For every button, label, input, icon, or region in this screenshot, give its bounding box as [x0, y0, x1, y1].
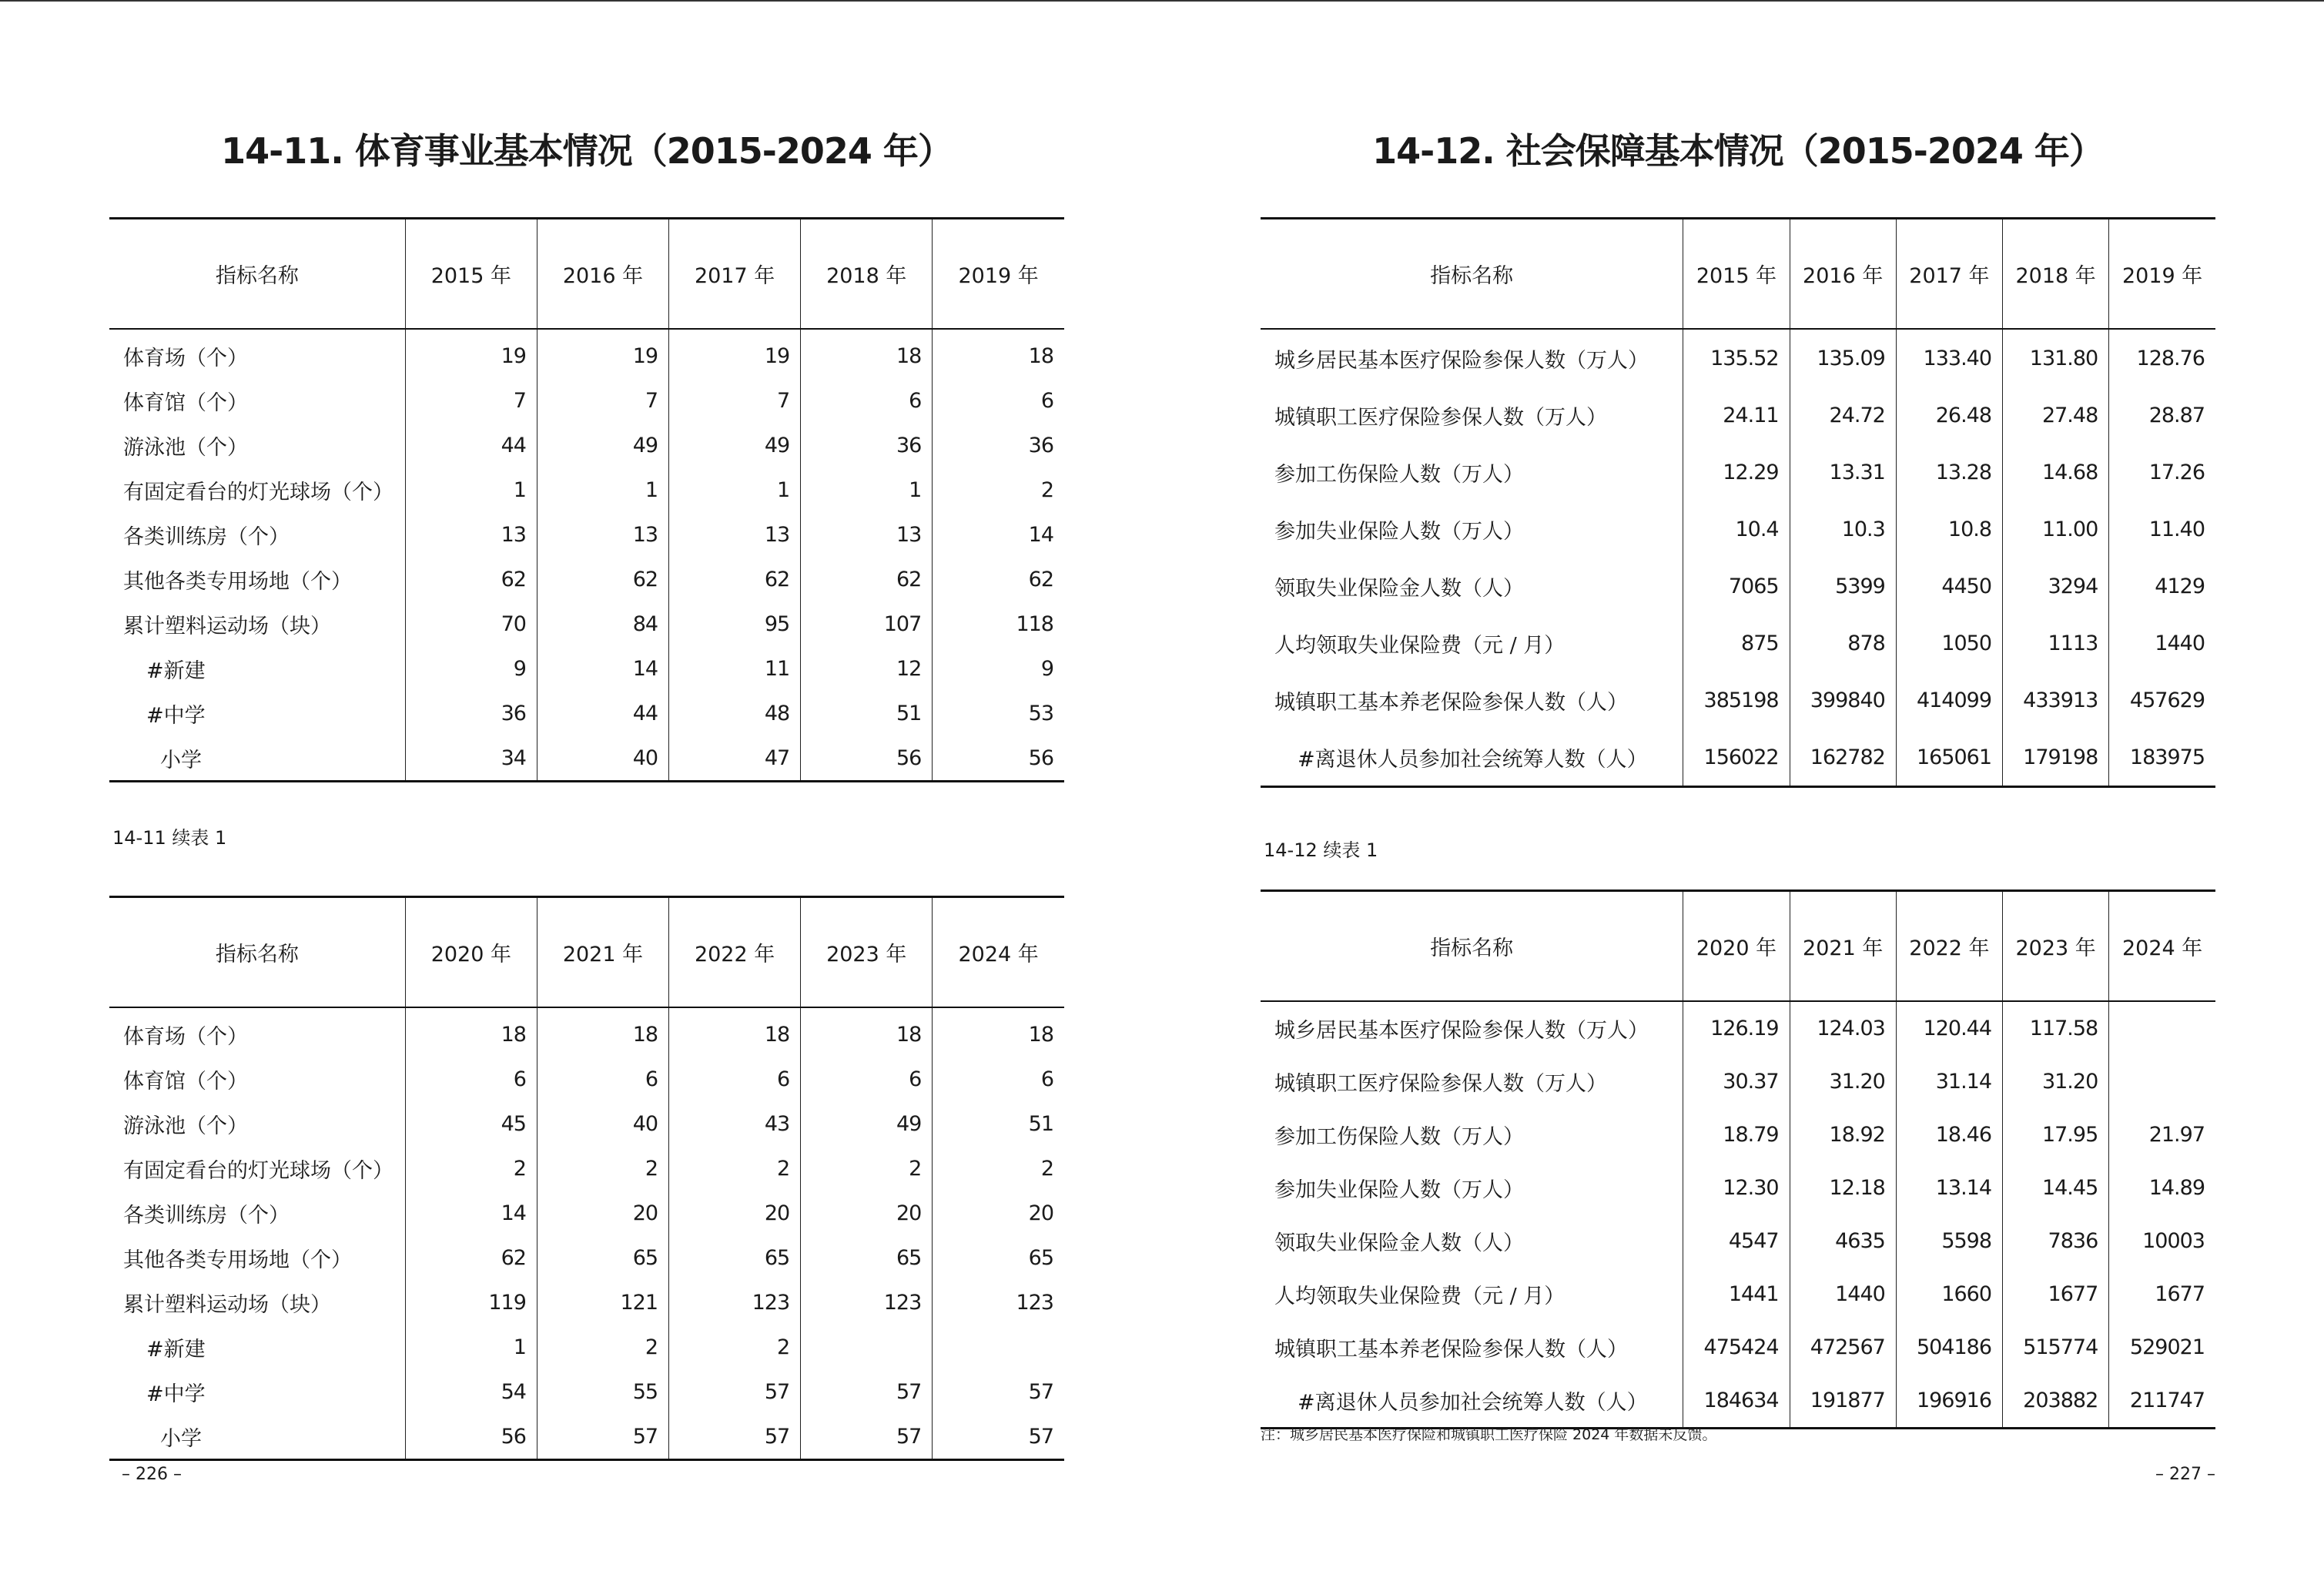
table-cell: 5598	[1896, 1214, 2002, 1268]
column-header: 指标名称	[1261, 891, 1683, 1002]
table-cell: 1677	[2109, 1268, 2215, 1321]
table-cell: 6	[933, 378, 1064, 423]
page-title: 14-11. 体育事业基本情况（2015-2024 年）	[221, 130, 953, 172]
row-label: 其他各类专用场地（个）	[123, 1248, 352, 1272]
column-header: 2020 年	[405, 897, 537, 1008]
table-cell: 1050	[1896, 615, 2002, 672]
table-cell: 24.72	[1790, 387, 1896, 444]
row-label: 累计塑料运动场（块）	[123, 614, 331, 638]
table-cell: 36	[933, 423, 1064, 467]
table-row	[1261, 1321, 2215, 1374]
row-label: 各类训练房（个）	[123, 1203, 290, 1228]
table-cell: 13.31	[1790, 444, 1896, 501]
table-cell: 184634	[1683, 1374, 1790, 1429]
table-cell: 7	[405, 378, 537, 423]
table-cell: 20	[933, 1191, 1064, 1235]
table-cell: 120.44	[1896, 1001, 2002, 1055]
table-cell: 196916	[1896, 1374, 2002, 1429]
row-label: 体育场（个）	[123, 346, 248, 370]
table-row	[109, 378, 1064, 423]
table-cell: 211747	[2109, 1374, 2215, 1429]
table-cell: 57	[669, 1369, 801, 1414]
table-cell: 51	[801, 691, 933, 735]
column-header: 2019 年	[2109, 219, 2215, 330]
table-cell: 65	[669, 1235, 801, 1280]
table-cell: 18	[801, 329, 933, 378]
table-cell: 31.14	[1896, 1055, 2002, 1108]
row-label: 累计塑料运动场（块）	[123, 1292, 331, 1317]
table-cell: 121	[537, 1280, 668, 1325]
table-cell: 4547	[1683, 1214, 1790, 1268]
table-row	[109, 646, 1064, 691]
table-cell: 9	[933, 646, 1064, 691]
table-cell: 54	[405, 1369, 537, 1414]
table-cell: 118	[933, 601, 1064, 646]
table-cell: 135.52	[1683, 329, 1790, 387]
table-cell: 515774	[2003, 1321, 2109, 1374]
row-label: #中学	[146, 1382, 206, 1406]
table-row	[109, 691, 1064, 735]
table-cell: 203882	[2003, 1374, 2109, 1429]
row-label: 有固定看台的灯光球场（个）	[123, 1158, 393, 1183]
column-header: 2021 年	[537, 897, 668, 1008]
table-header-row	[1261, 219, 2215, 330]
table-row	[1261, 558, 2215, 615]
column-header: 2016 年	[537, 219, 668, 330]
row-label: #中学	[146, 703, 206, 728]
table-cell: 14.68	[2003, 444, 2109, 501]
table-cell: 62	[405, 1235, 537, 1280]
table-cell: 529021	[2109, 1321, 2215, 1374]
row-label: 体育场（个）	[123, 1024, 248, 1049]
table-cell: 40	[537, 735, 668, 782]
table-cell: 10.3	[1790, 501, 1896, 558]
table-cell: 1440	[2109, 615, 2215, 672]
table-cell: 30.37	[1683, 1055, 1790, 1108]
table-cell: 18.79	[1683, 1108, 1790, 1161]
table-cell: 57	[933, 1369, 1064, 1414]
table-cell: 1	[405, 467, 537, 512]
table-cell: 12	[801, 646, 933, 691]
table-cell: 2	[537, 1146, 668, 1191]
table-cell: 1677	[2003, 1268, 2109, 1321]
table-cell: 124.03	[1790, 1001, 1896, 1055]
page-number: – 226 –	[122, 1465, 182, 1484]
column-header: 2016 年	[1790, 219, 1896, 330]
social-security-table-2015-2019	[1261, 217, 2215, 788]
table-row	[1261, 1214, 2215, 1268]
table-cell: 1	[537, 467, 668, 512]
table-row	[109, 512, 1064, 557]
table-header-row	[109, 219, 1064, 330]
table-cell: 62	[801, 557, 933, 601]
table-cell: 51	[933, 1101, 1064, 1146]
column-header: 2015 年	[405, 219, 537, 330]
table-row	[109, 423, 1064, 467]
table-cell: 13	[537, 512, 668, 557]
table-row	[1261, 1108, 2215, 1161]
table-cell: 36	[801, 423, 933, 467]
table-cell: 49	[801, 1101, 933, 1146]
table-cell: 18	[537, 1007, 668, 1057]
table-cell: 19	[669, 329, 801, 378]
table-row	[109, 1280, 1064, 1325]
table-cell: 47	[669, 735, 801, 782]
column-header: 2023 年	[2003, 891, 2109, 1002]
table-row	[1261, 1374, 2215, 1429]
table-row	[109, 329, 1064, 378]
table-cell: 65	[801, 1235, 933, 1280]
row-label: 游泳池（个）	[123, 435, 248, 460]
table-row	[109, 1146, 1064, 1191]
row-label: 人均领取失业保险费（元 / 月）	[1274, 1285, 1566, 1308]
row-label: 领取失业保险金人数（人）	[1274, 1231, 1524, 1255]
table-cell: 107	[801, 601, 933, 646]
table-cell: 156022	[1683, 729, 1790, 787]
table-cell: 24.11	[1683, 387, 1790, 444]
column-header: 2021 年	[1790, 891, 1896, 1002]
table-cell: 65	[537, 1235, 668, 1280]
column-header: 2024 年	[933, 897, 1064, 1008]
table-cell: 2	[669, 1146, 801, 1191]
row-label: 参加工伤保险人数（万人）	[1274, 1125, 1524, 1149]
table-cell: 26.48	[1896, 387, 2002, 444]
table-cell: 11.00	[2003, 501, 2109, 558]
table-cell: 18	[669, 1007, 801, 1057]
table-row	[1261, 729, 2215, 787]
column-header: 2017 年	[669, 219, 801, 330]
table-cell	[2109, 1001, 2215, 1055]
table-cell: 7065	[1683, 558, 1790, 615]
table-cell: 385198	[1683, 672, 1790, 729]
table-cell: 70	[405, 601, 537, 646]
table-cell: 4129	[2109, 558, 2215, 615]
continuation-label: 14-11 续表 1	[112, 827, 227, 849]
row-label: 其他各类专用场地（个）	[123, 569, 352, 594]
table-cell: 123	[933, 1280, 1064, 1325]
social-security-table-2020-2024	[1261, 889, 2215, 1429]
table-cell: 2	[933, 467, 1064, 512]
table-cell: 2	[405, 1146, 537, 1191]
table-cell: 875	[1683, 615, 1790, 672]
table-row	[109, 1325, 1064, 1369]
table-row	[1261, 1161, 2215, 1214]
table-cell: 6	[669, 1057, 801, 1101]
page-title: 14-12. 社会保障基本情况（2015-2024 年）	[1372, 130, 2104, 172]
row-label: 体育馆（个）	[123, 390, 248, 415]
table-cell: 433913	[2003, 672, 2109, 729]
table-cell: 165061	[1896, 729, 2002, 787]
table-cell: 2	[537, 1325, 668, 1369]
table-cell: 9	[405, 646, 537, 691]
table-cell: 14	[405, 1191, 537, 1235]
table-cell: 13	[669, 512, 801, 557]
table-cell: 1	[405, 1325, 537, 1369]
table-row	[1261, 501, 2215, 558]
continuation-label: 14-12 续表 1	[1264, 839, 1378, 861]
row-label: 城乡居民基本医疗保险参保人数（万人）	[1274, 348, 1649, 373]
table-cell: 31.20	[1790, 1055, 1896, 1108]
table-cell: 878	[1790, 615, 1896, 672]
table-cell: 31.20	[2003, 1055, 2109, 1108]
table-header-row	[109, 897, 1064, 1008]
table-cell: 1441	[1683, 1268, 1790, 1321]
table-cell: 12.18	[1790, 1161, 1896, 1214]
table-row	[109, 1057, 1064, 1101]
table-cell: 13.28	[1896, 444, 2002, 501]
table-cell: 65	[933, 1235, 1064, 1280]
table-row	[109, 1007, 1064, 1057]
table-cell: 10.4	[1683, 501, 1790, 558]
table-row	[1261, 1268, 2215, 1321]
table-cell: 12.29	[1683, 444, 1790, 501]
table-cell: 14.45	[2003, 1161, 2109, 1214]
table-cell: 13	[801, 512, 933, 557]
column-header: 指标名称	[109, 897, 405, 1008]
table-cell: 457629	[2109, 672, 2215, 729]
table-cell: 162782	[1790, 729, 1896, 787]
table-cell: 13.14	[1896, 1161, 2002, 1214]
table-cell: 1440	[1790, 1268, 1896, 1321]
table-row	[1261, 1001, 2215, 1055]
table-cell: 4635	[1790, 1214, 1896, 1268]
table-cell	[801, 1325, 933, 1369]
table-cell: 11	[669, 646, 801, 691]
table-cell: 6	[801, 1057, 933, 1101]
table-cell: 7836	[2003, 1214, 2109, 1268]
table-cell: 40	[537, 1101, 668, 1146]
table-cell: 62	[933, 557, 1064, 601]
table-cell: 36	[405, 691, 537, 735]
row-label: 人均领取失业保险费（元 / 月）	[1274, 633, 1566, 658]
table-cell: 57	[801, 1414, 933, 1460]
row-label: 城镇职工基本养老保险参保人数（人）	[1274, 1338, 1628, 1362]
row-label: 城镇职工基本养老保险参保人数（人）	[1274, 690, 1628, 715]
table-cell: 19	[405, 329, 537, 378]
table-cell: 14	[933, 512, 1064, 557]
table-row	[109, 1235, 1064, 1280]
table-cell: 17.26	[2109, 444, 2215, 501]
table-cell: 191877	[1790, 1374, 1896, 1429]
table-cell: 2	[801, 1146, 933, 1191]
table-row	[109, 601, 1064, 646]
table-row	[109, 467, 1064, 512]
table-cell: 14.89	[2109, 1161, 2215, 1214]
table-row	[109, 1191, 1064, 1235]
table-cell: 34	[405, 735, 537, 782]
table-cell: 6	[405, 1057, 537, 1101]
table-cell: 126.19	[1683, 1001, 1790, 1055]
table-cell: 44	[537, 691, 668, 735]
table-header-row	[1261, 891, 2215, 1002]
column-header: 指标名称	[109, 219, 405, 330]
table-row	[1261, 672, 2215, 729]
table-row	[1261, 444, 2215, 501]
row-label: 小学	[160, 748, 202, 772]
table-cell: 62	[537, 557, 668, 601]
column-header: 2022 年	[669, 897, 801, 1008]
table-cell: 1	[669, 467, 801, 512]
table-cell: 11.40	[2109, 501, 2215, 558]
table-cell: 7	[537, 378, 668, 423]
column-header: 2015 年	[1683, 219, 1790, 330]
table-cell: 18	[933, 329, 1064, 378]
row-label: 城镇职工医疗保险参保人数（万人）	[1274, 405, 1607, 430]
table-cell: 57	[933, 1414, 1064, 1460]
table-cell: 414099	[1896, 672, 2002, 729]
table-cell: 53	[933, 691, 1064, 735]
page-number: – 227 –	[2155, 1465, 2215, 1484]
table-cell: 27.48	[2003, 387, 2109, 444]
table-cell: 2	[669, 1325, 801, 1369]
table-cell: 48	[669, 691, 801, 735]
right-page	[1261, 0, 2215, 1588]
table-cell: 131.80	[2003, 329, 2109, 387]
table-cell: 49	[537, 423, 668, 467]
column-header: 2018 年	[801, 219, 933, 330]
table-cell	[2109, 1055, 2215, 1108]
table-cell: 21.97	[2109, 1108, 2215, 1161]
table-cell: 18	[801, 1007, 933, 1057]
row-label: #离退休人员参加社会统筹人数（人）	[1298, 747, 1648, 772]
table-cell: 6	[537, 1057, 668, 1101]
row-label: 有固定看台的灯光球场（个）	[123, 480, 393, 504]
table-cell: 1113	[2003, 615, 2109, 672]
column-header: 2018 年	[2003, 219, 2109, 330]
sports-table-2015-2019	[109, 217, 1064, 782]
table-cell: 62	[405, 557, 537, 601]
left-page	[109, 0, 1064, 1588]
table-row	[109, 1369, 1064, 1414]
row-label: 小学	[160, 1426, 202, 1451]
row-label: 参加失业保险人数（万人）	[1274, 519, 1524, 544]
row-label: 城乡居民基本医疗保险参保人数（万人）	[1274, 1019, 1649, 1043]
table-cell: 84	[537, 601, 668, 646]
table-row	[1261, 387, 2215, 444]
table-row	[1261, 1055, 2215, 1108]
table-cell: 179198	[2003, 729, 2109, 787]
column-header: 指标名称	[1261, 219, 1683, 330]
table-cell: 399840	[1790, 672, 1896, 729]
table-cell: 475424	[1683, 1321, 1790, 1374]
table-cell: 56	[405, 1414, 537, 1460]
table-cell: 55	[537, 1369, 668, 1414]
table-cell: 2	[933, 1146, 1064, 1191]
table-cell: 62	[669, 557, 801, 601]
table-cell: 135.09	[1790, 329, 1896, 387]
table-cell: 123	[669, 1280, 801, 1325]
table-cell: 117.58	[2003, 1001, 2109, 1055]
table-cell: 45	[405, 1101, 537, 1146]
table-cell: 57	[537, 1414, 668, 1460]
row-label: 参加失业保险人数（万人）	[1274, 1178, 1524, 1202]
table-cell: 183975	[2109, 729, 2215, 787]
table-cell: 1660	[1896, 1268, 2002, 1321]
table-cell: 5399	[1790, 558, 1896, 615]
table-cell: 43	[669, 1101, 801, 1146]
table-cell: 18.46	[1896, 1108, 2002, 1161]
table-cell: 504186	[1896, 1321, 2002, 1374]
table-row	[109, 557, 1064, 601]
table-cell: 20	[801, 1191, 933, 1235]
column-header: 2022 年	[1896, 891, 2002, 1002]
table-cell: 19	[537, 329, 668, 378]
column-header: 2019 年	[933, 219, 1064, 330]
table-cell: 133.40	[1896, 329, 2002, 387]
table-cell: 10003	[2109, 1214, 2215, 1268]
table-cell: 18	[933, 1007, 1064, 1057]
table-cell: 14	[537, 646, 668, 691]
row-label: 各类训练房（个）	[123, 524, 290, 549]
row-label: #离退休人员参加社会统筹人数（人）	[1298, 1391, 1648, 1415]
table-cell: 18	[405, 1007, 537, 1057]
table-cell: 20	[669, 1191, 801, 1235]
row-label: #新建	[146, 1337, 206, 1362]
column-header: 2024 年	[2109, 891, 2215, 1002]
table-cell: 6	[801, 378, 933, 423]
table-cell	[933, 1325, 1064, 1369]
sports-table-2020-2024	[109, 896, 1064, 1461]
table-row	[1261, 615, 2215, 672]
row-label: 领取失业保险金人数（人）	[1274, 576, 1524, 601]
column-header: 2017 年	[1896, 219, 2002, 330]
table-footnote: 注：城乡居民基本医疗保险和城镇职工医疗保险 2024 年数据未反馈。	[1261, 1426, 1717, 1443]
table-cell: 57	[669, 1414, 801, 1460]
table-cell: 28.87	[2109, 387, 2215, 444]
row-label: 参加工伤保险人数（万人）	[1274, 462, 1524, 487]
table-row	[1261, 329, 2215, 387]
table-cell: 472567	[1790, 1321, 1896, 1374]
table-cell: 18.92	[1790, 1108, 1896, 1161]
table-row	[109, 1414, 1064, 1460]
table-cell: 1	[801, 467, 933, 512]
table-cell: 10.8	[1896, 501, 2002, 558]
row-label: 体育馆（个）	[123, 1069, 248, 1094]
table-cell: 17.95	[2003, 1108, 2109, 1161]
table-cell: 56	[933, 735, 1064, 782]
table-cell: 44	[405, 423, 537, 467]
table-cell: 119	[405, 1280, 537, 1325]
row-label: 游泳池（个）	[123, 1114, 248, 1138]
column-header: 2023 年	[801, 897, 933, 1008]
table-cell: 49	[669, 423, 801, 467]
table-cell: 12.30	[1683, 1161, 1790, 1214]
table-cell: 7	[669, 378, 801, 423]
table-cell: 3294	[2003, 558, 2109, 615]
table-cell: 4450	[1896, 558, 2002, 615]
table-cell: 6	[933, 1057, 1064, 1101]
row-label: #新建	[146, 658, 206, 683]
table-cell: 20	[537, 1191, 668, 1235]
row-label: 城镇职工医疗保险参保人数（万人）	[1274, 1072, 1607, 1096]
table-cell: 95	[669, 601, 801, 646]
table-cell: 123	[801, 1280, 933, 1325]
table-cell: 128.76	[2109, 329, 2215, 387]
table-cell: 56	[801, 735, 933, 782]
table-cell: 57	[801, 1369, 933, 1414]
table-row	[109, 735, 1064, 782]
table-cell: 13	[405, 512, 537, 557]
column-header: 2020 年	[1683, 891, 1790, 1002]
table-row	[109, 1101, 1064, 1146]
